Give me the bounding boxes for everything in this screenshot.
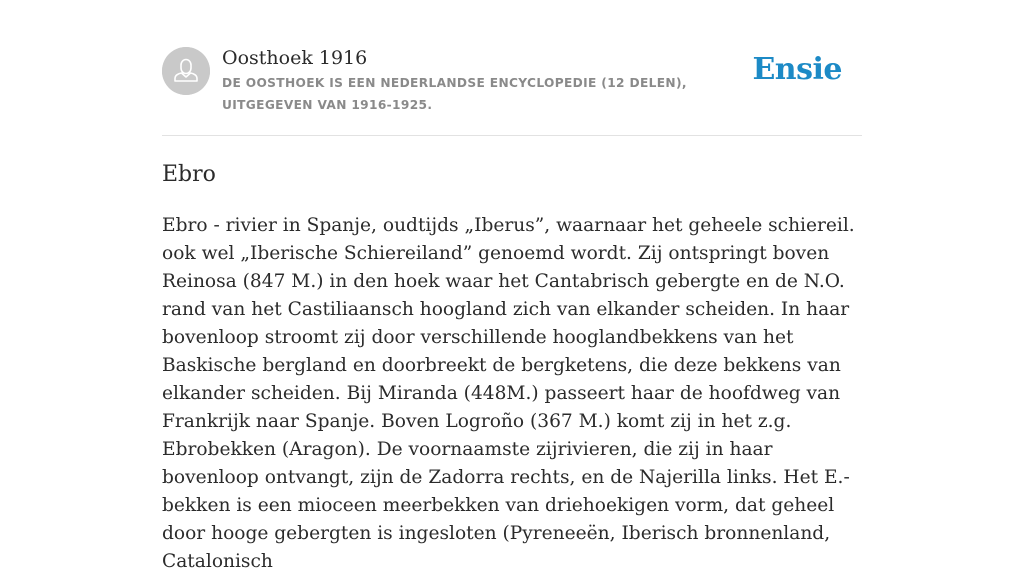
entry-title: Ebro: [162, 162, 216, 187]
source-avatar[interactable]: [162, 47, 210, 95]
source-header: [162, 46, 862, 135]
user-silhouette-icon: [162, 47, 210, 95]
ensie-logo[interactable]: Ensie: [752, 52, 842, 87]
entry-body: Ebro - rivier in Spanje, oudtijds „Iberus”, waarnaar het geheele schiereil. ook wel „Iberische Schiereiland” genoemd wordt. Zij ontspringt boven Reinosa (847 M.) in den hoek waar het Cantabrisch gebergte en de N.O. rand van het Castiliaansch hoogland zich van elkander scheiden. In haar bovenloop stroomt zij door verschillende hooglandbekkens van het Baskische bergland en doorbreekt de bergketens, die deze bekkens van elkander scheiden. Bij Miranda (448M.) passeert haar de hoofdweg van Frankrijk naar Spanje. Boven Logroño (367 M.) komt zij in het z.g. Ebrobekken (Aragon). De voornaamste zijrivieren, die zij in haar bovenloop ontvangt, zijn de Zadorra rechts, en de Najerilla links. Het E.-bekken is een mioceen meerbekken van driehoekigen vorm, dat geheel door hooge gebergten is ingesloten (Pyreneeën, Iberisch bronnenland, Catalonisch: [162, 215, 855, 572]
source-title[interactable]: Oosthoek 1916: [222, 47, 368, 69]
header-divider: [162, 135, 862, 136]
source-description: DE OOSTHOEK IS EEN NEDERLANDSE ENCYCLOPEDIE (12 DELEN), UITGEGEVEN VAN 1916-1925.: [222, 76, 687, 112]
